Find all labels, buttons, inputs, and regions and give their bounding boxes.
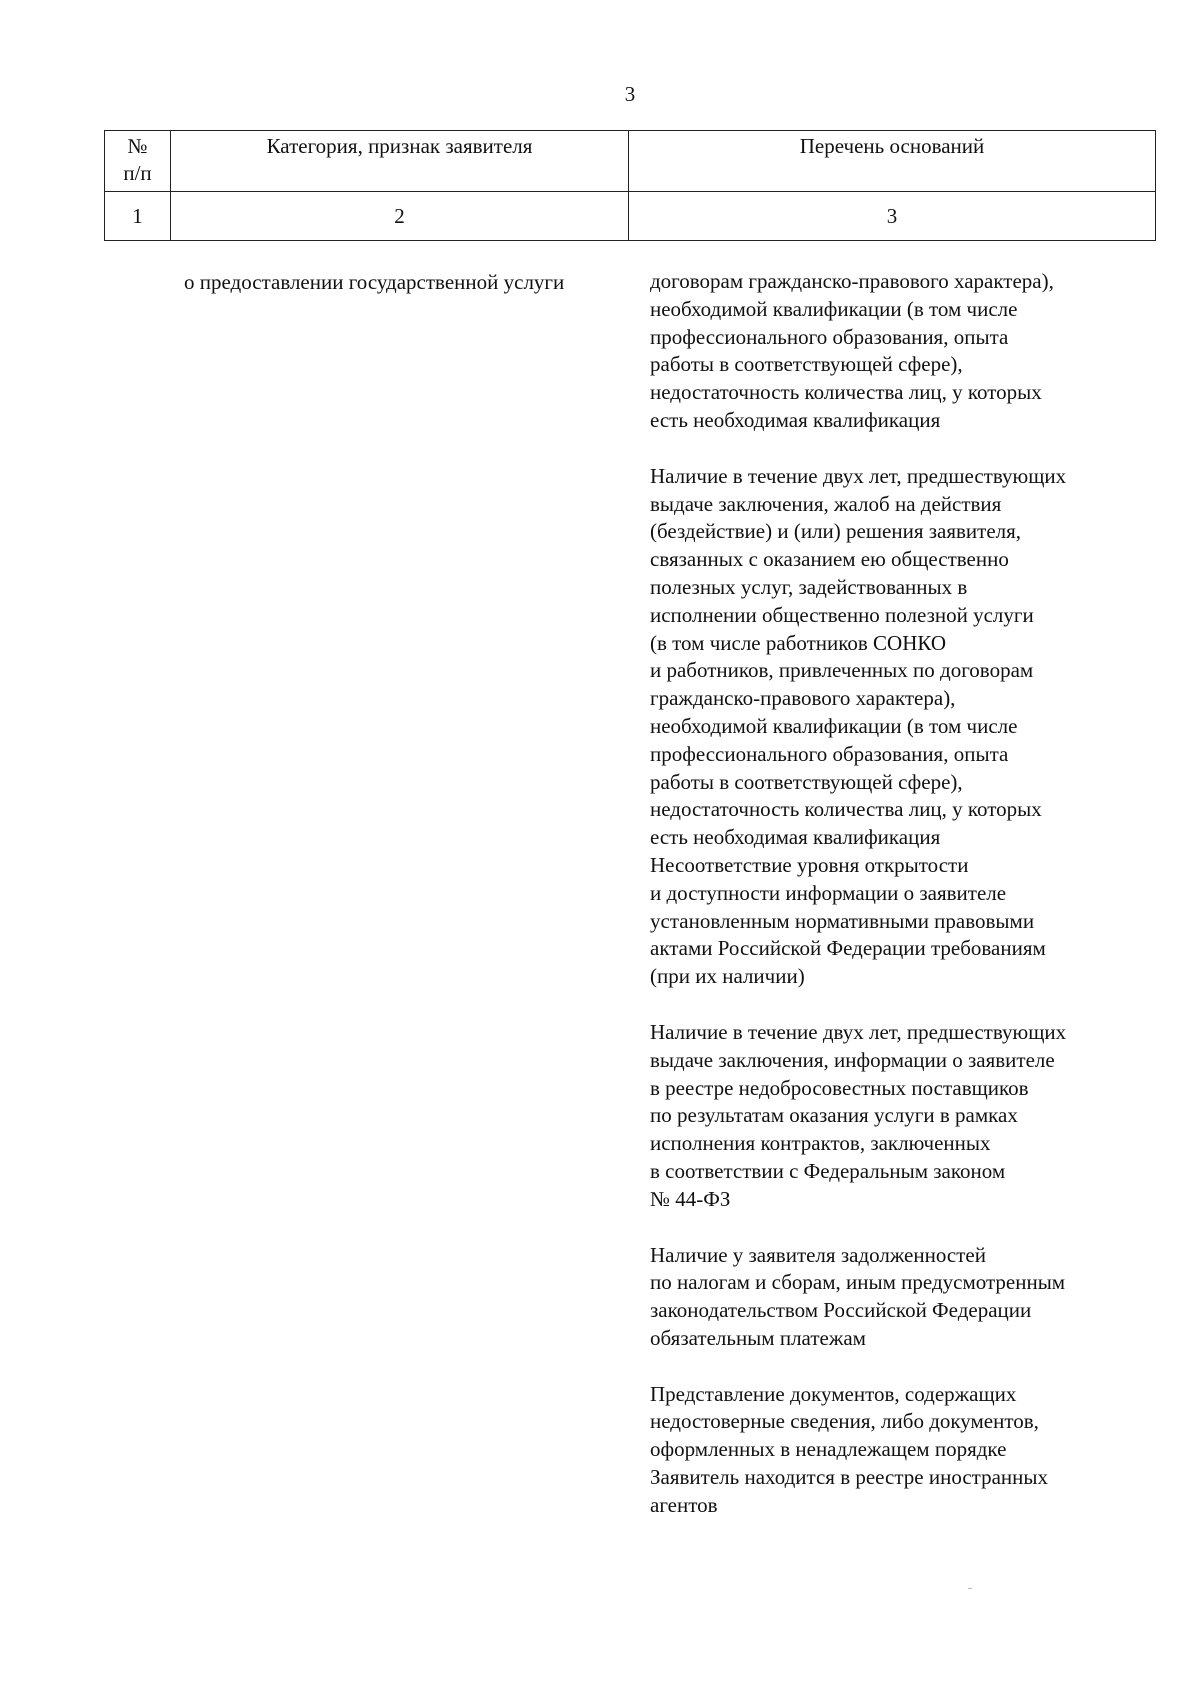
basis-line: есть необходимая квалификация (650, 407, 941, 432)
column-number-2: 2 (171, 192, 629, 241)
basis-block (650, 1381, 1170, 1520)
basis-line: законодательством Российской Федерации (650, 1298, 1032, 1323)
header-cell-category: Категория, признак заявителя (171, 131, 629, 192)
category-text: о предоставлении государственной услуги (184, 270, 565, 294)
basis-line: необходимой квалификации (в том числе (650, 713, 1018, 738)
basis-line: Наличие у заявителя задолженностей (650, 1242, 986, 1267)
basis-line: Наличие в течение двух лет, предшествующих (650, 463, 1067, 488)
basis-line: Несоответствие уровня открытости (650, 852, 969, 877)
header-number-sign: № (127, 134, 148, 158)
basis-line: недостаточность количества лиц, у которых (650, 380, 1042, 405)
basis-line: в реестре недобросовестных поставщиков (650, 1075, 1029, 1100)
basis-line: связанных с оказанием ею общественно (650, 547, 1009, 572)
basis-line: (в том числе работников СОНКО (650, 630, 947, 655)
table-column-numbers-row (105, 192, 1156, 241)
basis-block (650, 1242, 1170, 1353)
basis-line: гражданско-правового характера), (650, 686, 956, 711)
basis-line: по налогам и сборам, иным предусмотренным (650, 1270, 1066, 1295)
header-cell-number (105, 131, 171, 192)
scan-artifact (968, 1588, 972, 1589)
header-table (104, 130, 1156, 241)
basis-line: (при их наличии) (650, 964, 805, 989)
basis-line: агентов (650, 1492, 718, 1517)
basis-line: в соответствии с Федеральным законом (650, 1158, 1006, 1183)
basis-block (650, 268, 1170, 435)
basis-block (650, 463, 1170, 991)
basis-line: (бездействие) и (или) решения заявителя, (650, 519, 1022, 544)
basis-line: установленным нормативными правовыми (650, 908, 1035, 933)
basis-line: обязательным платежам (650, 1325, 866, 1350)
basis-line: № 44-ФЗ (650, 1186, 731, 1211)
column-number-3: 3 (629, 192, 1156, 241)
basis-line: работы в соответствующей сфере), (650, 352, 963, 377)
basis-line: актами Российской Федерации требованиям (650, 936, 1046, 961)
basis-line: полезных услуг, задействованных в (650, 574, 968, 599)
bases-list (650, 268, 1170, 1548)
table-header-row (105, 131, 1156, 192)
basis-line: недостаточность количества лиц, у которых (650, 797, 1042, 822)
basis-line: Заявитель находится в реестре иностранных (650, 1465, 1049, 1490)
basis-line: недостоверные сведения, либо документов, (650, 1409, 1039, 1434)
basis-line: профессионального образования, опыта (650, 741, 1009, 766)
basis-line: Представление документов, содержащих (650, 1381, 1017, 1406)
basis-line: работы в соответствующей сфере), (650, 769, 963, 794)
basis-line: необходимой квалификации (в том числе (650, 296, 1018, 321)
basis-line: оформленных в ненадлежащем порядке (650, 1437, 1007, 1462)
basis-line: профессионального образования, опыта (650, 324, 1009, 349)
basis-block (650, 1019, 1170, 1214)
basis-line: и доступности информации о заявителе (650, 880, 1007, 905)
basis-line: и работников, привлеченных по договорам (650, 658, 1034, 683)
basis-line: выдаче заключения, жалоб на действия (650, 491, 1002, 516)
header-cell-bases: Перечень оснований (629, 131, 1156, 192)
page-number: 3 (624, 82, 636, 106)
basis-line: по результатам оказания услуги в рамках (650, 1103, 1018, 1128)
basis-line: есть необходимая квалификация (650, 825, 941, 850)
basis-line: исполнения контрактов, заключенных (650, 1131, 991, 1156)
basis-line: Наличие в течение двух лет, предшествующих (650, 1019, 1067, 1044)
basis-line: исполнении общественно полезной услуги (650, 602, 1034, 627)
basis-line: выдаче заключения, информации о заявителе (650, 1047, 1055, 1072)
column-number-1: 1 (105, 192, 171, 241)
header-number-pp: п/п (123, 161, 152, 185)
basis-line: договорам гражданско-правового характера), (650, 269, 1054, 293)
